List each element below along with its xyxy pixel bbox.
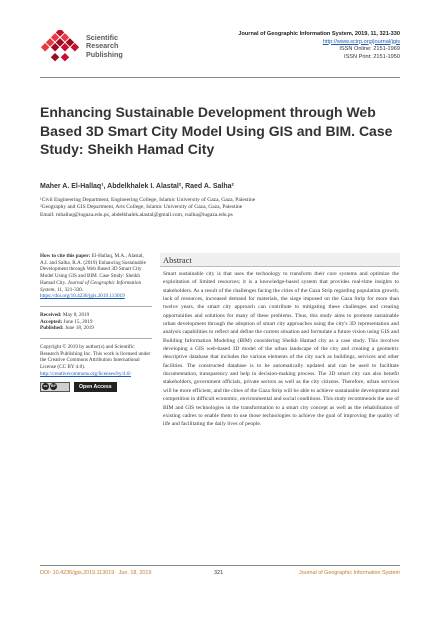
published-value: June 18, 2019 [63,325,94,332]
affiliation-2: ²Geography and GIS Department, Arts College, Islamic University of Gaza, Gaza, Palestine [40,204,243,211]
by-icon: BY [51,384,56,389]
author-emails: Email: mhallaq@iugaza.edu.ps, abdelkhalek.alastal@gmail.com, rsalha@iugaza.edu.ps [40,211,233,218]
copyright-text: Copyright © 2019 by author(s) and Scientific Research Publishing Inc. This work is licensed under the Creative Commons Attribution International License (CC BY 4.0). [40,344,151,371]
received-date [40,312,152,319]
journal-url-link[interactable]: http://www.scirp.org/journal/jgis [322,38,400,45]
cite-doi-link[interactable]: https://doi.org/10.4236/jgis.2019.113019 [40,293,125,300]
journal-citation-line: Journal of Geographic Information System, 2019, 11, 321-330 [238,31,400,37]
sidebar-divider [40,306,152,307]
journal-info [238,31,400,61]
cite-text: El-Hallaq, M.A., Alastal, A.I. and Salha, R.A. (2019) Enhancing Sustainable Development through Web Based 3D Smart City Model Using GIS and BIM. Case Study: Sheikh Hamad City. [40,253,146,286]
accepted-label: Accepted: [40,318,63,325]
affiliation-1: ¹Civil Engineering Department, Engineering College, Islamic University of Gaza, Gaza, Palestine [40,197,256,203]
footer-date: Jun. 18, 2019 [118,570,152,576]
header-divider [40,77,400,78]
open-access-badge[interactable]: Open Access [74,382,117,392]
copyright-block [40,344,152,392]
received-value: May 8, 2019 [61,311,90,318]
accepted-date [40,319,152,326]
published-label: Published: [40,325,64,332]
cite-label: How to cite this paper: [40,253,91,259]
dates-block [40,312,152,332]
cc-icon: cc [43,384,48,389]
citation-block [40,253,152,300]
page-number: 321 [214,570,223,576]
logo-square [61,53,69,61]
footer-doi-date [40,570,151,576]
cite-volume: , 11, 321-330. [54,286,84,293]
footer-doi: DOI: 10.4236/jgis.2019.113019 [40,570,115,576]
publisher-name [86,34,123,59]
affiliations [40,197,400,219]
cc-by-badge[interactable] [40,382,70,392]
license-badges [40,382,152,392]
footer-journal: Journal of Geographic Information System [299,570,400,576]
publisher-line: Publishing [86,49,123,59]
logo-square [51,53,59,61]
cite-journal: Journal of Geographic Information System [40,279,142,293]
abstract-heading-bar [160,253,400,267]
publisher-line: Scientific [86,33,118,42]
abstract-heading: Abstract [163,255,192,265]
sidebar-divider [40,338,152,339]
published-date [40,325,152,332]
footer-divider [40,565,400,566]
article-title: Enhancing Sustainable Development through Web Based 3D Smart City Model Using GIS and BIM. Case Study: Sheikh Hamad City [40,104,393,157]
article-authors: Maher A. El-Hallaq¹, Abdelkhalek I. Alastal², Raed A. Salha² [40,183,234,190]
license-link[interactable]: http://creativecommons.org/licenses/by/4.0/ [40,370,131,377]
article-sidebar [40,253,152,398]
publisher-line: Research [86,41,119,51]
received-label: Received: [40,311,62,318]
issn-print: ISSN Print: 2151-1950 [344,53,400,60]
publisher-logo [40,30,80,66]
accepted-value: June 15, 2019 [62,318,93,325]
abstract-body: Smart sustainable city is that uses the technology to transform their core systems and optimize the exploitation of limited resources; it is a knowledge-based system that provides real-time insights to stakeholders. As a result of the challenges facing the cities of the Gaza Strip regarding population growth, lack of resources, increased demand for materials, the siege imposed on the Gaza Strip for more than twelve years, the smart city approach can contribute to mitigating these challenges and creating opportunities and solutions for many of these problems. Thus, this study aims to promote sustainable urban development through the adoption of smart city approaches using the city's 3D representation and analysis capabilities to reflect and define the current situation and formulate a future vision using GIS and Building Information Modeling (BIM) considering Sheikh Hamad city as a case study. This involves developing a GIS web-based 3D model of the urban landscape of the city and creating a geometric descriptive database that includes the various elements of the city such as buildings, services and other facilities. The constructed database is to be automatically updated and can be used to facilitate documentation, transparency and help in decision-making process. The 3D smart city can also benefit stakeholders, government officials, private sectors as well as the city citizens. Therefore, urban services will be more efficient, and the cities of the Gaza Strip will be able to achieve sustainable development and competition in difficult economic, environmental and social conditions. This study recommends the use of BIM and GIS technologies in the transformation to a smart city concept as well as the rehabilitation of existing cadres to enable them to use those technologies to achieve the goal of improving the quality of life and facilitating the daily lives of people. [163,271,399,428]
issn-online: ISSN Online: 2151-1969 [339,46,400,53]
